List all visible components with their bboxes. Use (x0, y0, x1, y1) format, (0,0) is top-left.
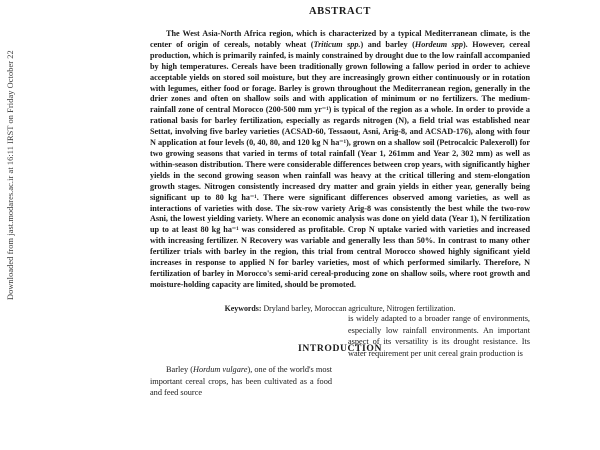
download-watermark-text: Downloaded from jast.modares.ac.ir at 16:11 IRST on Friday October 22 (6, 50, 15, 300)
intro-italic-hordum: Hordum vulgare (192, 364, 248, 374)
abstract-rest: ). However, cereal production, which is primarily rainfed, is mainly constrained by drought due to the low rainfall accompanied by high temperatures. Cereals have been traditionally grown following a fallow period in order to achieve acceptable yields on stored soil moisture, but they are increasingly grown either continuously or in rotation with legumes, either food or forage. Barley is grown throughout the Mediterranean region, generally in the drier zones and often on shallow soils and with application of minimum or no fertilizers. The medium-rainfall zone of central Morocco (200-500 mm yr⁻¹) is typical of the region as a whole. In order to provide a rational basis for barley fertilization, especially as regards nitrogen (N), a field trial was established near Settat, involving five barley varieties (ACSAD-60, Tessaout, Asni, Arig-8, and ACSAD-176), along with four N application at four levels (0, 40, 80, and 120 kg N ha⁻¹), grown on a shallow soil (Petrocalcic Palexeroll) for two growing seasons that varied in terms of total rainfall (Year 1, 261mm and Year 2, 302 mm) as well as within-season distribution. There were considerable differences between crop years, with significantly higher yields in the second growing season when rainfall was heavy at the critical tillering and stem-elongation growth stages. Nitrogen consistently increased dry matter and grain yields in either year, generally being significant up to 80 kg ha⁻¹. There were significant differences observed among varieties, as well as interactions of varieties with dose. The six-row variety Arig-8 was consistently the best while the two-row Asni, the lowest yielding variety. Where an economic analysis was done on yield data (Year 1), N fertilization up to at least 80 kg ha⁻¹ was considered as profitable. Crop N uptake varied with varieties and increased with increasing fertilizer. N Recovery was variable and generally less than 50%. In contrast to many other fertilizer trials with barley in the region, this trial from central Morocco showed highly significant yield increases in response to applied N for barley varieties, most of which performed similarly. Therefore, N fertilization of barley in Morocco's semi-arid cereal-producing zone on shallow soils, where root growth and moisture-holding capacity are limited, should be promoted. (150, 39, 530, 289)
intro-left-lead: Barley ( (166, 364, 193, 374)
introduction-heading: INTRODUCTION (298, 342, 382, 354)
download-watermark (0, 0, 26, 450)
intro-left-rest: ), one of the world's most important cereal crops, has been cultivated as a food and feed source (150, 364, 333, 398)
keywords-line (150, 304, 530, 313)
abstract-mid: ) and barley ( (360, 39, 415, 49)
keywords-label: Keywords: (224, 303, 262, 313)
page-content (150, 0, 530, 450)
abstract-italic-triticum: Triticum spp. (313, 39, 361, 49)
introduction-right-column (348, 313, 530, 399)
keywords-value: Dryland barley, Moroccan agriculture, Nitrogen fertilization. (263, 303, 456, 313)
intro-right-text: is widely adapted to a broader range of environments, especially low rainfall environments. An important aspect of its versatility is its drought resistance. Its water requirement per unit cereal grain production is (348, 313, 530, 359)
abstract-lead: The West Asia-North Africa region, which is characterized by a typical Mediterranean climate, is the center of origin of cereals, notably wheat ( (150, 29, 530, 49)
abstract-italic-hordeum: Hordeum spp (414, 39, 463, 49)
abstract-heading: ABSTRACT (309, 6, 371, 17)
introduction-left-column (150, 364, 332, 399)
abstract-body (150, 29, 530, 291)
